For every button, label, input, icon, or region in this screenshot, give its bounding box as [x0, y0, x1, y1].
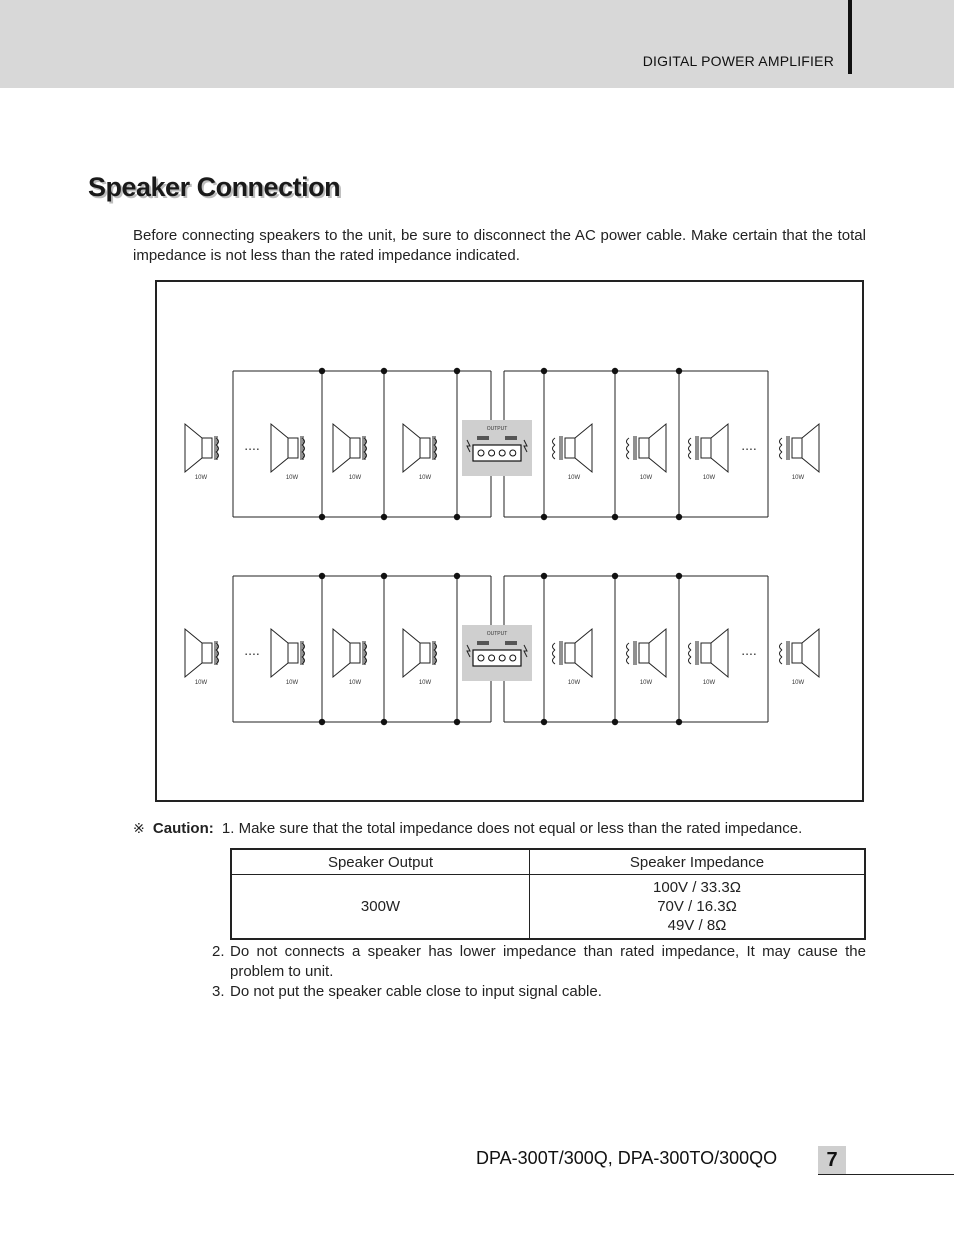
terminal-tag [477, 641, 489, 645]
speaker-watt-label: 10W [791, 680, 805, 686]
junction-dot [612, 719, 618, 725]
speaker-magnet [420, 643, 430, 663]
transformer-coil [689, 452, 692, 459]
speaker-icon [403, 629, 420, 677]
header-title: DIGITAL POWER AMPLIFIER [642, 53, 834, 69]
speaker-magnet [565, 438, 575, 458]
speaker-icon [575, 629, 592, 677]
junction-dot [319, 573, 325, 579]
speaker-magnet [350, 438, 360, 458]
transformer-coil [553, 452, 556, 459]
terminal-tag [477, 436, 489, 440]
header-divider [848, 0, 852, 74]
table-cell-output: 300W [231, 875, 530, 940]
junction-dot [676, 719, 682, 725]
speaker-watt-label: 10W [639, 680, 653, 686]
speaker-watt-label: 10W [791, 475, 805, 481]
speaker-magnet [701, 643, 711, 663]
impedance-100v: 100V / 33.3Ω [653, 879, 741, 896]
transformer-coil [553, 657, 556, 664]
transformer-coil [627, 650, 630, 657]
speaker-icon [271, 424, 288, 472]
note-3-text: Do not put the speaker cable close to input signal cable. [230, 983, 602, 1000]
speaker-magnet [420, 438, 430, 458]
transformer-coil [553, 643, 556, 650]
junction-dot [541, 573, 547, 579]
junction-dot [381, 514, 387, 520]
speaker-watt-label: 10W [194, 680, 208, 686]
note-2-number: 2. [212, 943, 225, 960]
junction-dot [454, 573, 460, 579]
caution-line [133, 820, 802, 837]
speaker-icon [333, 424, 350, 472]
caution-mark: ※ [133, 820, 145, 836]
junction-dot [319, 719, 325, 725]
model-name: DPA-300T/300Q, DPA-300TO/300QO [476, 1148, 778, 1168]
speaker-watt-label: 10W [418, 475, 432, 481]
note-2-text: Do not connects a speaker has lower impedance than rated impedance, It may cause the problem to unit. [230, 943, 866, 980]
speaker-icon [649, 424, 666, 472]
speaker-magnet [701, 438, 711, 458]
junction-dot [541, 514, 547, 520]
junction-dot [319, 514, 325, 520]
transformer-coil [689, 643, 692, 650]
transformer-coil [553, 438, 556, 445]
terminal-tag [505, 436, 517, 440]
speaker-magnet [792, 438, 802, 458]
junction-dot [381, 573, 387, 579]
terminal-screw [510, 450, 516, 456]
junction-dot [676, 368, 682, 374]
transformer-coil [780, 445, 783, 452]
junction-dot [319, 368, 325, 374]
speaker-ellipsis: .... [741, 642, 757, 658]
terminal-screw [478, 655, 484, 661]
transformer-coil [627, 438, 630, 445]
terminal-tag [505, 641, 517, 645]
header-band [0, 0, 954, 88]
terminal-screw [510, 655, 516, 661]
junction-dot [612, 514, 618, 520]
speaker-icon [271, 629, 288, 677]
table-header-impedance: Speaker Impedance [530, 849, 866, 875]
speaker-icon [649, 629, 666, 677]
table-cell-impedance [530, 875, 866, 940]
speaker-magnet [639, 643, 649, 663]
terminal-screw [499, 450, 505, 456]
junction-dot [454, 514, 460, 520]
junction-dot [381, 368, 387, 374]
footer-rule [818, 1174, 954, 1175]
speaker-watt-label: 10W [702, 475, 716, 481]
note-2 [212, 942, 866, 982]
speaker-watt-label: 10W [702, 680, 716, 686]
caution-item-1: 1. Make sure that the total impedance does not equal or less than the rated impedance. [221, 820, 803, 837]
junction-dot [454, 368, 460, 374]
transformer-coil [689, 438, 692, 445]
speaker-icon [185, 424, 202, 472]
junction-dot [454, 719, 460, 725]
transformer-coil [780, 657, 783, 664]
speaker-magnet [288, 438, 298, 458]
transformer-coil [553, 650, 556, 657]
impedance-table [230, 848, 866, 940]
junction-dot [676, 573, 682, 579]
page-title: Speaker Connection [88, 172, 341, 202]
junction-dot [676, 514, 682, 520]
speaker-watt-label: 10W [639, 475, 653, 481]
speaker-watt-label: 10W [348, 680, 362, 686]
transformer-coil [780, 650, 783, 657]
transformer-coil [627, 445, 630, 452]
terminal-screw [478, 450, 484, 456]
speaker-icon [802, 424, 819, 472]
output-label: OUTPUT [486, 631, 508, 637]
junction-dot [612, 368, 618, 374]
wiring-diagram-svg [157, 282, 866, 804]
junction-dot [612, 573, 618, 579]
speaker-watt-label: 10W [567, 475, 581, 481]
transformer-coil [780, 452, 783, 459]
output-label: OUTPUT [486, 426, 508, 432]
transformer-coil [627, 452, 630, 459]
transformer-coil [553, 445, 556, 452]
transformer-coil [689, 445, 692, 452]
impedance-70v: 70V / 16.3Ω [657, 898, 737, 915]
speaker-icon [185, 629, 202, 677]
speaker-magnet [792, 643, 802, 663]
transformer-coil [627, 643, 630, 650]
speaker-icon [403, 424, 420, 472]
intro-paragraph: Before connecting speakers to the unit, be sure to disconnect the AC power cable. Make certain that the total impedance is not less than the rated impedance indicated. [133, 227, 866, 264]
speaker-watt-label: 10W [567, 680, 581, 686]
speaker-watt-label: 10W [194, 475, 208, 481]
junction-dot [541, 719, 547, 725]
table-row [231, 875, 865, 940]
terminal-screw [489, 655, 495, 661]
impedance-49v: 49V / 8Ω [667, 917, 727, 934]
terminal-screw [489, 450, 495, 456]
speaker-icon [711, 424, 728, 472]
speaker-watt-label: 10W [285, 680, 299, 686]
speaker-magnet [202, 438, 212, 458]
caution-label: Caution: [152, 820, 214, 837]
transformer-coil [627, 657, 630, 664]
speaker-watt-label: 10W [418, 680, 432, 686]
page-number: 7 [818, 1146, 846, 1174]
speaker-magnet [565, 643, 575, 663]
speaker-magnet [350, 643, 360, 663]
speaker-watt-label: 10W [348, 475, 362, 481]
speaker-icon [575, 424, 592, 472]
speaker-magnet [202, 643, 212, 663]
speaker-icon [711, 629, 728, 677]
transformer-coil [689, 650, 692, 657]
speaker-ellipsis: .... [244, 642, 260, 658]
junction-dot [381, 719, 387, 725]
speaker-icon [802, 629, 819, 677]
transformer-coil [689, 657, 692, 664]
speaker-icon [333, 629, 350, 677]
junction-dot [541, 368, 547, 374]
table-header-output: Speaker Output [231, 849, 530, 875]
terminal-screw [499, 655, 505, 661]
speaker-ellipsis: .... [244, 437, 260, 453]
speaker-connection-diagram [155, 280, 864, 802]
note-3-number: 3. [212, 983, 225, 1000]
speaker-watt-label: 10W [285, 475, 299, 481]
note-3 [212, 982, 866, 1002]
speaker-magnet [288, 643, 298, 663]
speaker-magnet [639, 438, 649, 458]
transformer-coil [780, 438, 783, 445]
transformer-coil [780, 643, 783, 650]
speaker-ellipsis: .... [741, 437, 757, 453]
